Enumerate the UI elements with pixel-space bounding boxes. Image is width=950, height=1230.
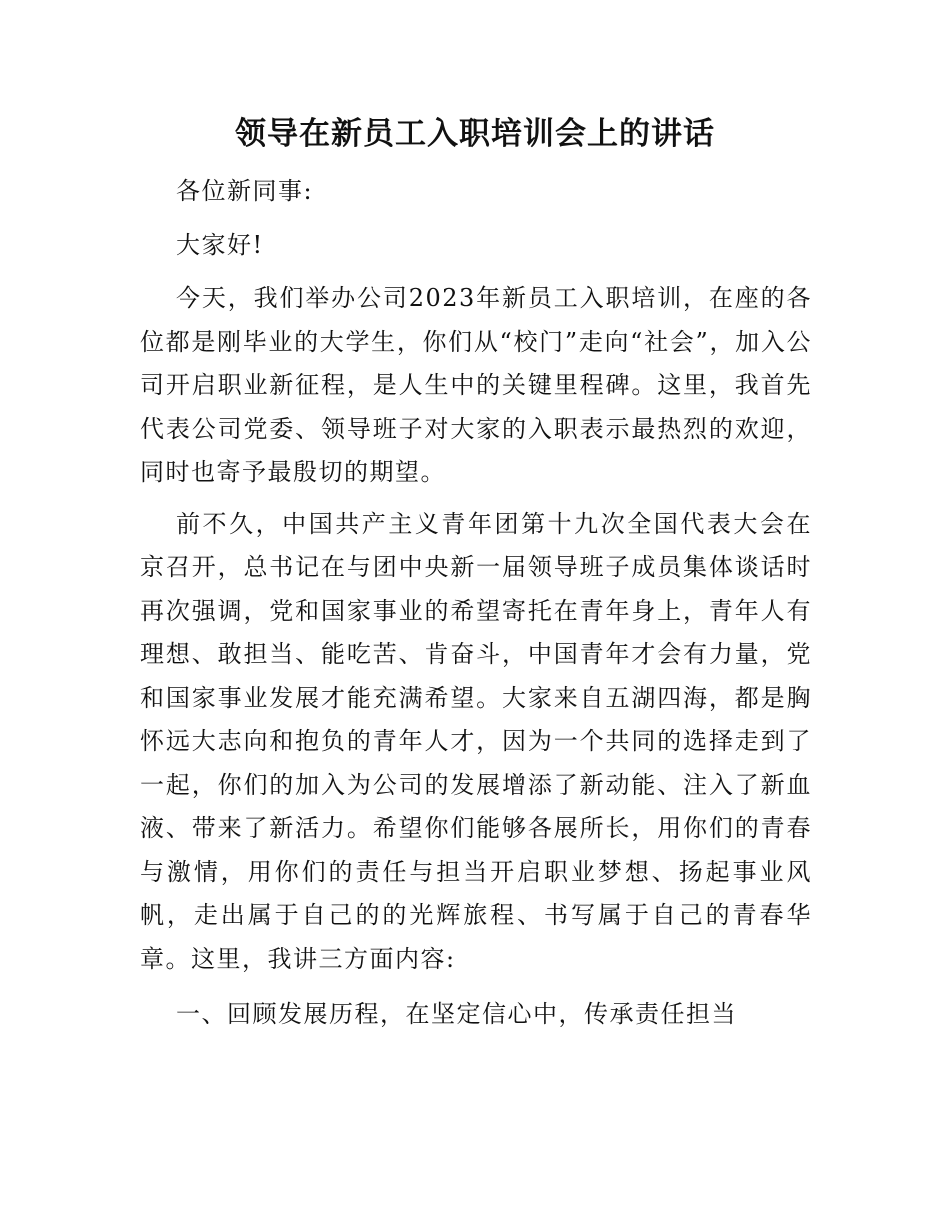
document-body <box>140 170 812 1045</box>
paragraph-1: 今天，我们举办公司2023年新员工入职培训，在座的各位都是刚毕业的大学生，你们从“校门”走向“社会”，加入公司开启职业新征程，是人生中的关键里程碑。这里，我首先代表公司党委、领导班子对大家的入职表示最热烈的欢迎，同时也寄予最殷切的期望。 <box>140 284 812 486</box>
section-heading: 一、回顾发展历程，在坚定信心中，传承责任担当 <box>176 1000 737 1028</box>
document-title: 领导在新员工入职培训会上的讲话 <box>235 116 715 152</box>
hello-line: 大家好! <box>176 230 264 259</box>
paragraph-2: 前不久，中国共产主义青年团第十九次全国代表大会在京召开，总书记在与团中央新一届领导班子成员集体谈话时再次强调，党和国家事业的希望寄托在青年身上，青年人有理想、敢担当、能吃苦、肯奋斗，中国青年才会有力量，党和国家事业发展才能充满希望。大家来自五湖四海，都是胸怀远大志向和抱负的青年人才，因为一个共同的选择走到了一起，你们的加入为公司的发展增添了新动能、注入了新血液、带来了新活力。希望你们能够各展所长，用你们的青春与激情，用你们的责任与担当开启职业梦想、扬起事业风帆，走出属于自己的的光辉旅程、书写属于自己的青春华章。这里，我讲三方面内容: <box>140 509 812 973</box>
greeting-line: 各位新同事: <box>176 177 314 205</box>
